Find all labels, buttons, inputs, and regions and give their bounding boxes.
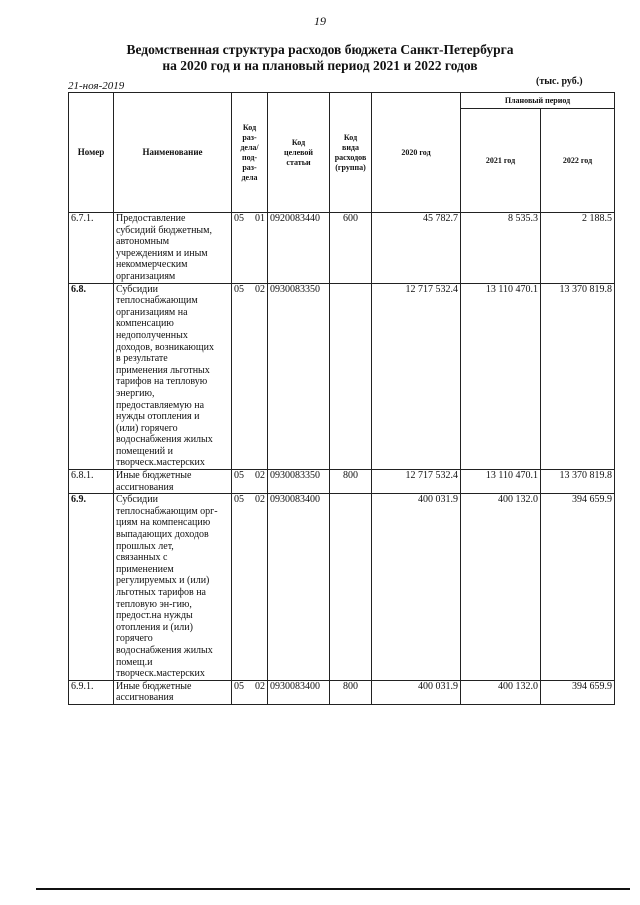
name-line: ассигнования [116,692,174,704]
header-line: расходов [334,152,367,162]
cell-target-code: 0930083400 [268,494,330,681]
cell-2020: 12 717 532.4 [372,470,461,494]
name-line: помещений и [116,445,173,457]
cell-type-code: 600 [330,213,372,284]
cell-name [114,470,232,494]
header-line: дела [241,172,258,182]
name-line: применения льготных [116,364,210,376]
name-line: Предоставление [116,213,186,224]
name-line: Иные бюджетные [116,680,192,692]
name-line: энергию, [116,387,155,399]
name-line: теплоснабжающим орг- [116,505,218,517]
section-code: 05 [234,680,244,692]
name-line: недополученных [116,329,188,341]
units-label: (тыс. руб.) [536,76,583,87]
section-code: 05 [234,213,244,224]
header-2021: 2021 год [461,109,541,213]
name-line: теплоснабжающим [116,295,198,307]
header-planned-period: Плановый период [461,93,615,109]
section-subsection [234,284,265,296]
name-line: тарифов на тепловую [116,376,208,388]
cell-name [114,213,232,284]
name-line: Субсидии [116,494,158,506]
cell-2020: 12 717 532.4 [372,283,461,470]
cell-2020: 400 031.9 [372,494,461,681]
cell-2021: 400 132.0 [461,494,541,681]
document-title [0,42,640,74]
cell-2022: 13 370 819.8 [541,470,615,494]
cell-section-code [232,470,268,494]
title-line-1: Ведомственная структура расходов бюджета Санкт-Петербурга [126,42,514,57]
header-line: раз- [242,132,257,142]
subsection-code: 02 [255,470,265,482]
cell-2021: 13 110 470.1 [461,283,541,470]
name-line: водоснабжения жилых [116,644,213,656]
header-line: целевой [283,147,314,157]
cell-2022: 2 188.5 [541,213,615,284]
header-name: Наименование [114,93,232,213]
section-code: 05 [234,494,244,506]
title-line-2: на 2020 год и на плановый период 2021 и 2022 годов [162,58,478,73]
subsection-code: 02 [255,283,265,295]
name-line: творческ.мастерских [116,457,205,469]
cell-target-code: 0930083350 [268,470,330,494]
header-line: (группа) [335,162,366,172]
name-line: помещ.и [116,656,153,668]
page-number: 19 [314,14,326,28]
document-date: 21-ноя-2019 [68,80,125,92]
section-code: 05 [234,470,244,482]
cell-2021: 13 110 470.1 [461,470,541,494]
header-type-code [330,93,372,213]
cell-2022: 394 659.9 [541,494,615,681]
name-line: циям на компенсацию [116,517,211,529]
cell-2022: 394 659.9 [541,680,615,704]
cell-number: 6.7.1. [69,213,114,284]
section-subsection [234,470,265,482]
header-2020: 2020 год [372,93,461,213]
name-line: учреждениям и иным [116,247,208,259]
subsection-code: 01 [255,213,265,224]
name-line: компенсацию [116,318,174,330]
name-line: регулируемых и (или) [116,575,210,587]
cell-type-code [330,283,372,470]
name-line: Иные бюджетные [116,470,192,482]
table-row [69,470,615,494]
cell-2021: 8 535.3 [461,213,541,284]
subsection-code: 02 [255,680,265,692]
name-line: доходов, возникающих [116,341,214,353]
cell-target-code: 0930083350 [268,283,330,470]
cell-number: 6.9.1. [69,680,114,704]
cell-target-code: 0930083400 [268,680,330,704]
budget-table [68,92,615,705]
name-line: тепловую эн-гию, [116,598,192,610]
header-2022: 2022 год [541,109,615,213]
bottom-rule [36,888,630,890]
header-line: дела/ [240,142,259,152]
name-line: автономным [116,236,170,248]
table-row [69,680,615,704]
cell-type-code: 800 [330,680,372,704]
header-line: раз- [242,162,257,172]
header-line: статьи [286,157,311,167]
header-line: Код [343,132,358,142]
name-line: водоснабжения жилых [116,434,213,446]
name-line: субсидий бюджетным, [116,224,212,236]
name-line: организациям на [116,306,188,318]
name-line: Субсидии [116,283,158,295]
cell-number: 6.9. [69,494,114,681]
cell-number: 6.8. [69,283,114,470]
header-line: вида [342,142,359,152]
header-section-code [232,93,268,213]
cell-type-code: 800 [330,470,372,494]
budget-table-body [69,213,615,705]
name-line: предост.на нужды [116,610,193,622]
header-target-code [268,93,330,213]
header-line: Код [242,122,257,132]
name-line: применением [116,563,174,575]
section-subsection [234,213,265,225]
name-line: (или) горячего [116,422,178,434]
cell-name [114,283,232,470]
name-line: горячего [116,633,153,645]
table-row [69,494,615,681]
name-line: творческ.мастерских [116,668,205,680]
subsection-code: 02 [255,494,265,506]
name-line: прошлых лет, [116,540,174,552]
section-subsection [234,681,265,693]
name-line: льготных тарифов на [116,587,206,598]
cell-section-code [232,494,268,681]
cell-2020: 45 782.7 [372,213,461,284]
cell-name [114,680,232,704]
cell-target-code: 0920083440 [268,213,330,284]
name-line: нужды отопления и [116,411,200,423]
name-line: в результате [116,353,168,365]
name-line: некоммерческим [116,259,188,271]
name-line: организациям [116,270,176,282]
table-row [69,283,615,470]
cell-2020: 400 031.9 [372,680,461,704]
cell-2022: 13 370 819.8 [541,283,615,470]
name-line: ассигнования [116,481,174,493]
cell-name [114,494,232,681]
cell-2021: 400 132.0 [461,680,541,704]
name-line: предоставляемую на [116,399,205,411]
section-code: 05 [234,283,244,295]
cell-type-code [330,494,372,681]
cell-number: 6.8.1. [69,470,114,494]
header-line: под- [241,152,258,162]
header-line: Код [291,137,306,147]
cell-section-code [232,213,268,284]
section-subsection [234,494,265,506]
name-line: связанных с [116,552,168,564]
name-line: отопления и (или) [116,621,193,633]
header-number: Номер [69,93,114,213]
cell-section-code [232,680,268,704]
cell-section-code [232,283,268,470]
table-row [69,213,615,284]
name-line: выпадающих доходов [116,529,209,541]
